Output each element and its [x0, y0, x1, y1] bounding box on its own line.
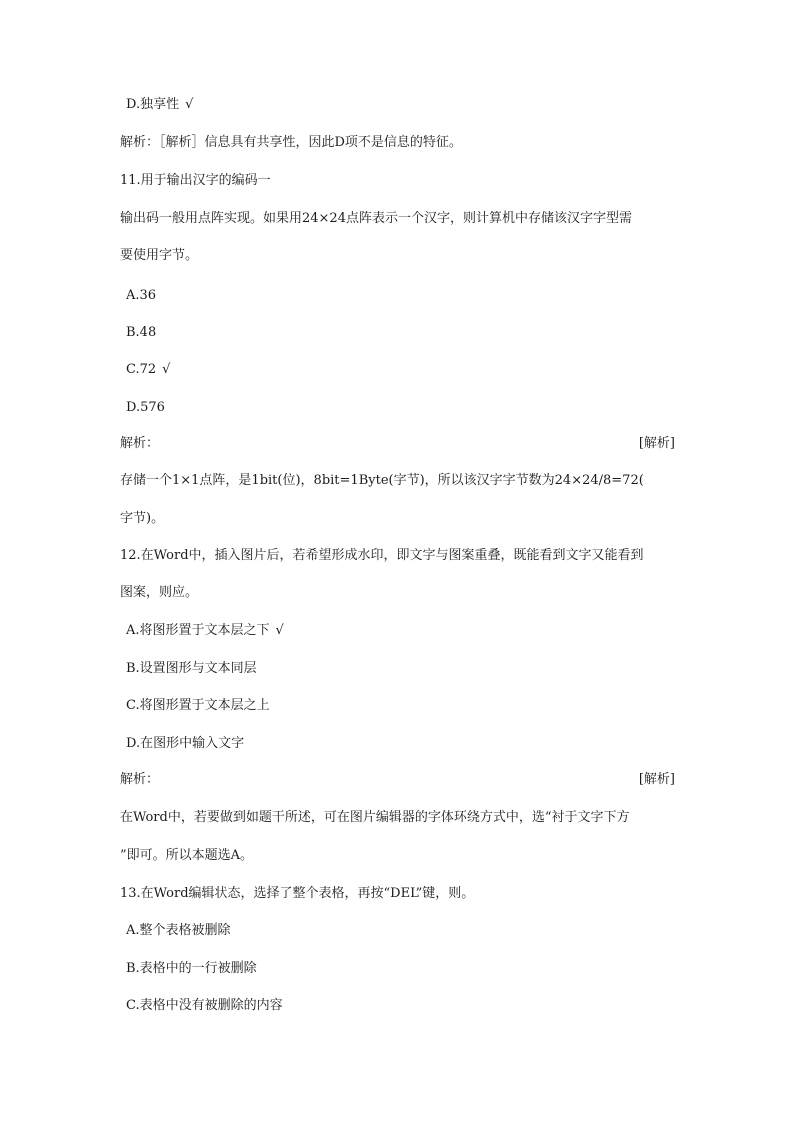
q11-analysis-line2: 字节)。 [120, 511, 165, 526]
q11-option-d: D.576 [126, 400, 165, 415]
analysis-label: 解析： [120, 772, 160, 787]
q11-option-c [126, 361, 681, 379]
q11-stem-line1: 输出码一般用点阵实现。如果用24×24点阵表示一个汉字，则计算机中存储该汉字字型需 [120, 211, 632, 226]
checkmark-icon: √ [275, 623, 284, 638]
checkmark-icon: √ [162, 362, 171, 377]
q11-stem-line2: 要使用字节。 [120, 248, 199, 263]
q12-analysis-line1: 在Word中，若要做到如题干所述，可在图片编辑器的字体环绕方式中，选“衬于文字下方 [120, 810, 630, 825]
analysis-tag: [解析] [638, 772, 675, 787]
q13-option-c: C.表格中没有被删除的内容 [126, 998, 283, 1013]
q13-title: 13.在Word编辑状态，选择了整个表格，再按“DEL”键，则。 [120, 886, 475, 901]
q12-option-c: C.将图形置于文本层之上 [126, 698, 270, 713]
q11-analysis-header [120, 435, 675, 453]
q10-analysis: 解析：［解析］信息具有共享性，因此D项不是信息的特征。 [120, 135, 462, 150]
q10-option-d [126, 96, 681, 114]
q13-option-b: B.表格中的一行被删除 [126, 961, 257, 976]
checkmark-icon: √ [185, 97, 194, 112]
q11-option-b: B.48 [126, 325, 157, 340]
q12-title-line2: 图案，则应。 [120, 585, 199, 600]
q12-option-d: D.在图形中输入文字 [126, 736, 245, 751]
analysis-tag: [解析] [638, 436, 675, 451]
q12-title-line1: 12.在Word中，插入图片后，若希望形成水印，即文字与图案重叠，既能看到文字又能看到 [120, 548, 644, 563]
q11-title: 11.用于输出汉字的编码一 [120, 173, 271, 188]
option-text: C.72 [126, 362, 157, 377]
analysis-label: 解析： [120, 436, 160, 451]
option-text: D.独享性 [126, 97, 180, 112]
option-text: A.将图形置于文本层之下 [126, 623, 270, 638]
q11-analysis-line1: 存储一个1×1点阵，是1bit(位)，8bit=1Byte(字节)，所以该汉字字节数为24×24/8=72( [120, 473, 644, 488]
q12-option-b: B.设置图形与文本同层 [126, 661, 257, 676]
q12-analysis-header [120, 771, 675, 789]
q13-option-a: A.整个表格被删除 [126, 923, 231, 938]
q12-option-a [126, 622, 681, 640]
q11-option-a: A.36 [126, 288, 157, 303]
q12-analysis-line2: ”即可。所以本题选A。 [120, 848, 254, 863]
